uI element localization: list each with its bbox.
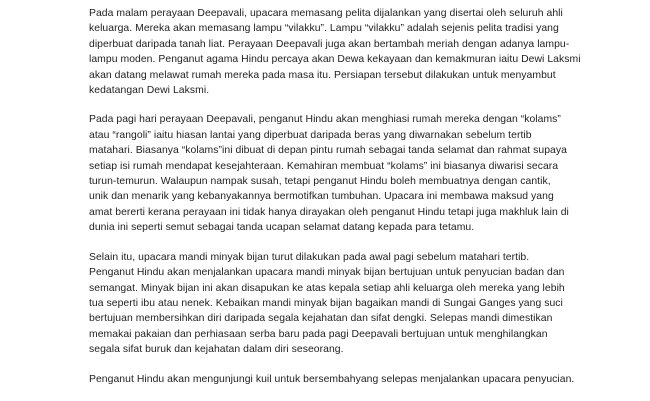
text-line: Penganut Hindu akan menjalankan upacara mandi minyak bijan bertujuan untuk penyucian badan dan [89,267,565,279]
text-line: kedatangan Dewi Laksmi. [89,85,210,97]
text-line: Selain itu, upacara mandi minyak bijan turut dilakukan pada awal pagi sebelum matahari tertib. [89,251,530,263]
text-line: diperbuat daripada tanah liat. Perayaan Deepavali juga akan bertambah meriah dengan adanya lampu- [89,38,570,50]
text-line: memakai pakaian dan perhiasaan serba baru pada pagi Deepavali bertujuan untuk menghilangkan [89,328,548,340]
text-line: matahari. Biasanya “kolams”ini dibuat di depan pintu rumah sebagai tanda selamat dan rahmat supaya [89,145,567,157]
paragraph-lamps [89,6,579,98]
text-line: turun-temurun. Walaupun nampak susah, tetapi penganut Hindu boleh membuatnya dengan cantik, [89,176,551,188]
text-line: semangat. Minyak bijan ini akan disapukan ke atas kepala setiap ahli keluarga oleh mereka yang lebih [89,282,565,294]
text-line: tua seperti ibu atau nenek. Kebaikan mandi minyak bijan bagaikan mandi di Sungai Ganges yang suci [89,297,563,309]
text-line: atau “rangoli” iaitu hiasan lantai yang diperbuat daripada beras yang diwarnakan sebelum tertib [89,129,532,141]
text-line: unik dan menarik yang kebanyakannya bermotifkan tumbuhan. Upacara ini membawa maksud yang [89,191,554,203]
document-page [89,6,579,401]
text-line: amat bererti kerana perayaan ini tidak hanya dirayakan oleh penganut Hindu tetapi juga makhluk lain di [89,206,569,218]
text-line: dunia ini seperti semut sebagai tanda ucapan selamat datang kepada para tetamu. [89,222,475,234]
text-line: lampu moden. Penganut agama Hindu percaya akan Dewa kekayaan dan kemakmuran iaitu Dewi Laksmi [89,54,581,66]
text-line: bertujuan membersihkan diri daripada segala kejahatan dan sifat dengki. Selepas mandi dimestikan [89,313,553,325]
text-line: segala sifat buruk dan kejahatan dalam diri seseorang. [89,344,344,356]
text-line: Pada pagi hari perayaan Deepavali, penganut Hindu akan menghiasi rumah mereka dengan “kolams” [89,114,561,126]
text-line: akan datang melawat rumah mereka pada masa itu. Persiapan tersebut dilakukan untuk menyambut [89,69,556,81]
paragraph-kolams [89,112,579,235]
paragraph-temple [89,372,579,387]
text-line: keluarga. Mereka akan memasang lampu “vilakku”. Lampu “vilakku” adalah sejenis pelita tradisi yang [89,23,559,35]
text-line: Pada malam perayaan Deepavali, upacara memasang pelita dijalankan yang disertai oleh seluruh ahli [89,8,563,19]
paragraph-oil-bath [89,250,579,358]
text-line: setiap isi rumah mendapat kesejahteraan. Kemahiran membuat “kolams” ini biasanya diwarisi secara [89,160,559,172]
text-line: Penganut Hindu akan mengunjungi kuil untuk bersembahyang selepas menjalankan upacara penyucian. [89,373,575,385]
